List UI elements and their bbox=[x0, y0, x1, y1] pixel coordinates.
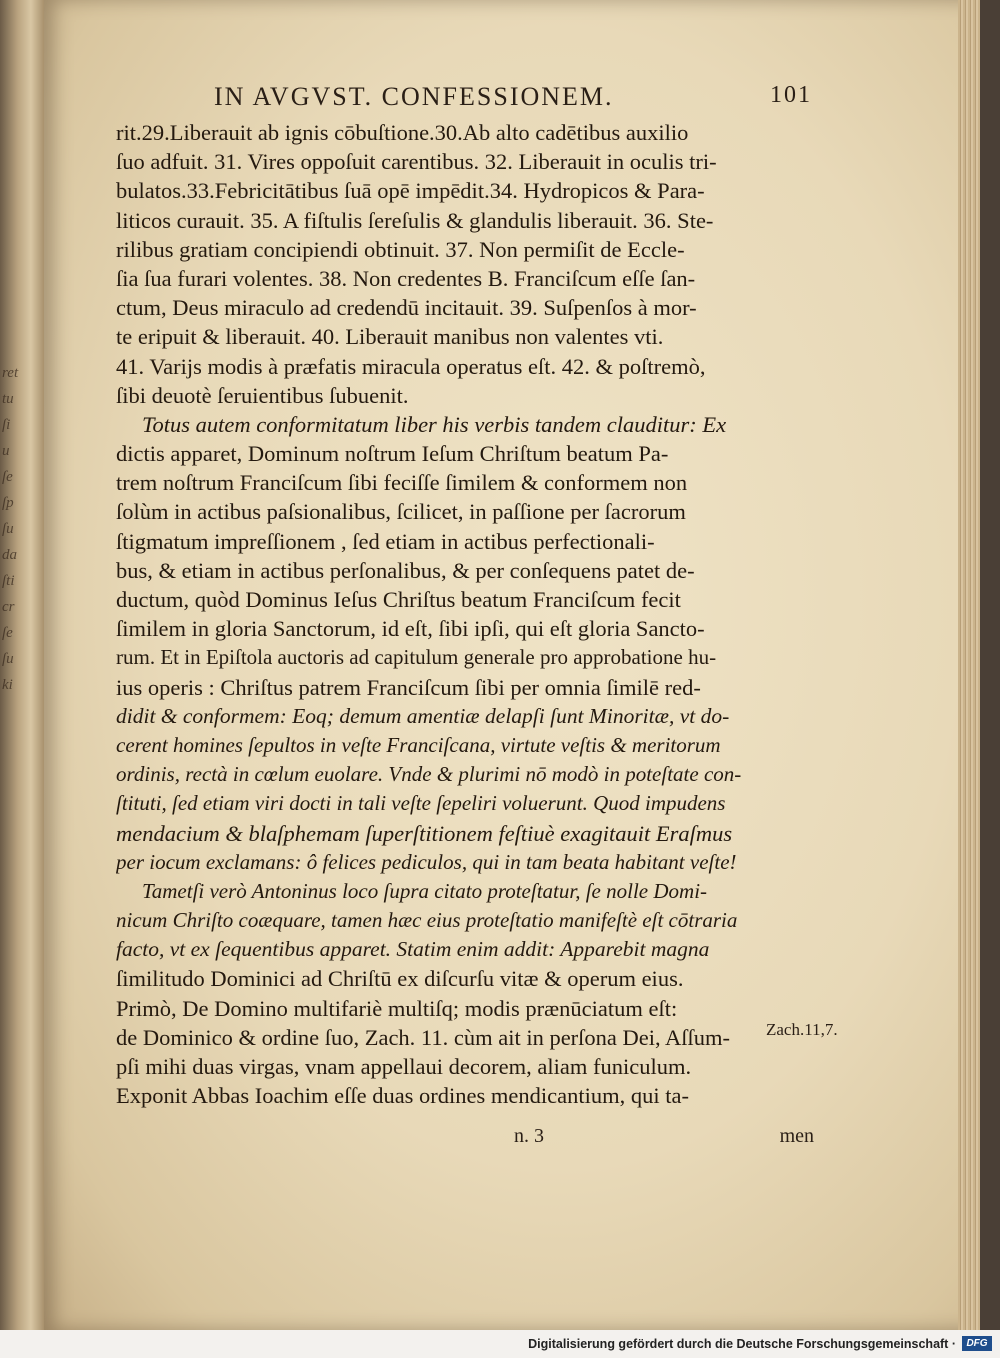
facing-page-fragment: ſu bbox=[2, 651, 14, 667]
text-line: rum. Et in Epiſtola auctoris ad capitulum generale pro approbatione hu- bbox=[116, 645, 717, 670]
text-line: rilibus gratiam concipiendi obtinuit. 37. Non permiſit de Eccle- bbox=[116, 236, 685, 262]
facing-page-fragment: ſti bbox=[2, 573, 15, 589]
text-line: facto, vt ex ſequentibus apparet. Statim enim addit: Apparebit magna bbox=[116, 937, 710, 962]
catchword: men bbox=[779, 1125, 814, 1147]
text-line: trem noſtrum Franciſcum ſibi feciſſe ſimilem & conformem non bbox=[116, 470, 688, 496]
text-line: ſia ſua furari volentes. 38. Non credentes B. Franciſcum eſſe ſan- bbox=[116, 265, 696, 291]
facing-page-fragment: ſp bbox=[2, 495, 14, 511]
text-line: bus, & etiam in actibus perſonalibus, & per conſequens patet de- bbox=[116, 557, 695, 583]
text-line: de Dominico & ordine ſuo, Zach. 11. cùm ait in perſona Dei, Aſſum- bbox=[116, 1024, 731, 1050]
facing-page-edge bbox=[0, 0, 44, 1330]
text-line: ſimilitudo Dominici ad Chriſtū ex diſcurſu vitæ & operum eius. bbox=[116, 966, 684, 992]
facing-page-fragments bbox=[2, 360, 42, 900]
text-line: te eripuit & liberauit. 40. Liberauit manibus non valentes vti. bbox=[116, 324, 664, 350]
text-line: Totus autem conformitatum liber his verbis tandem clauditur: Ex bbox=[142, 411, 727, 437]
facing-page-fragment: u bbox=[2, 443, 10, 459]
facing-page-fragment: ſe bbox=[2, 469, 13, 485]
text-line: ctum, Deus miraculo ad credendū incitauit. 39. Suſpenſos à mor- bbox=[116, 295, 697, 321]
text-line: per iocum exclamans: ô felices pediculos, qui in tam beata habitant veſte! bbox=[116, 849, 737, 874]
running-title: IN AVGVST. CONFESSIONEM. bbox=[214, 82, 614, 111]
text-line: liticos curauit. 35. A fiſtulis ſereſulis & glandulis liberauit. 36. Ste- bbox=[116, 207, 714, 233]
facing-page-fragment: ſe bbox=[2, 625, 13, 641]
text-line: nicum Chriſto coæquare, tamen hæc eius proteſtatio manifeſtè eſt cōtraria bbox=[116, 908, 738, 933]
text-line: ſibi deuotè ſeruientibus ſubuenit. bbox=[116, 382, 409, 408]
facing-page-fragment: cr bbox=[2, 599, 15, 615]
text-line: ſimilem in gloria Sanctorum, id eſt, ſibi ipſi, qui eſt gloria Sancto- bbox=[116, 616, 705, 642]
signature-mark: n. 3 bbox=[514, 1125, 544, 1147]
text-line: ius operis : Chriſtus patrem Franciſcum ſibi per omnia ſimilē red- bbox=[116, 674, 701, 700]
facing-page-fragment: da bbox=[2, 547, 17, 563]
text-line: Exponit Abbas Ioachim eſſe duas ordines mendicantium, qui ta- bbox=[116, 1083, 689, 1109]
page-number: 101 bbox=[770, 82, 812, 108]
text-line: ſtigmatum impreſſionem , ſed etiam in actibus perfectionali- bbox=[116, 528, 655, 554]
footer-bar bbox=[0, 1330, 1000, 1358]
text-line: ſtituti, ſed etiam viri docti in tali veſte ſepeliri voluerunt. Quod impudens bbox=[116, 791, 726, 816]
margin-note: Zach.11,7. bbox=[766, 1020, 838, 1039]
page bbox=[44, 0, 980, 1330]
text-line: ductum, quòd Dominus Ieſus Chriſtus beatum Franciſcum fecit bbox=[116, 587, 681, 612]
text-line: Primò, De Domino multifariè multiſq; modis prænūciatum eſt: bbox=[116, 995, 678, 1021]
facing-page-fragment: ſu bbox=[2, 521, 14, 537]
facing-page-fragment: ki bbox=[2, 677, 13, 693]
page-edge bbox=[958, 0, 980, 1330]
text-line: ſuo adfuit. 31. Vires oppoſuit carentibus. 32. Liberauit in oculis tri- bbox=[116, 149, 717, 175]
facing-page-fragment: tu bbox=[2, 391, 14, 407]
dfg-logo-icon: DFG bbox=[962, 1336, 992, 1351]
footer-credit: Digitalisierung gefördert durch die Deutsche Forschungsgemeinschaft · bbox=[528, 1337, 956, 1351]
text-line: ordinis, rectà in cœlum euolare. Vnde & plurimi nō modò in poteſtate con- bbox=[116, 762, 742, 787]
body-text bbox=[116, 118, 816, 1110]
facing-page-fragment: ret bbox=[2, 365, 19, 381]
text-line: Tametſi verò Antoninus loco ſupra citato proteſtatur, ſe nolle Domi- bbox=[142, 878, 708, 903]
text-line: dictis apparet, Dominum noſtrum Ieſum Chriſtum beatum Pa- bbox=[116, 441, 669, 467]
text-line: cerent homines ſepultos in veſte Franciſcana, virtute veſtis & meritorum bbox=[116, 732, 721, 757]
text-line: didit & conformem: Eoq; demum amentiæ delapſi ſunt Minoritæ, vt do- bbox=[116, 703, 730, 728]
text-line: ſolùm in actibus paſsionalibus, ſcilicet, in paſſione per ſacrorum bbox=[116, 499, 686, 525]
text-line: bulatos.33.Febricitātibus ſuā opē impēdit.34. Hydropicos & Para- bbox=[116, 178, 705, 204]
text-line: pſi mihi duas virgas, vnam appellaui decorem, aliam funiculum. bbox=[116, 1054, 692, 1079]
running-header bbox=[214, 82, 812, 118]
facing-page-fragment: ſi bbox=[2, 417, 11, 433]
text-line: rit.29.Liberauit ab ignis cōbuſtione.30.Ab alto cadētibus auxilio bbox=[116, 120, 689, 145]
text-line: 41. Varijs modis à præfatis miracula operatus eſt. 42. & poſtremò, bbox=[116, 353, 706, 379]
text-line: mendacium & blaſphemam ſuperſtitionem feſtiuè exagitauit Eraſmus bbox=[116, 820, 733, 846]
